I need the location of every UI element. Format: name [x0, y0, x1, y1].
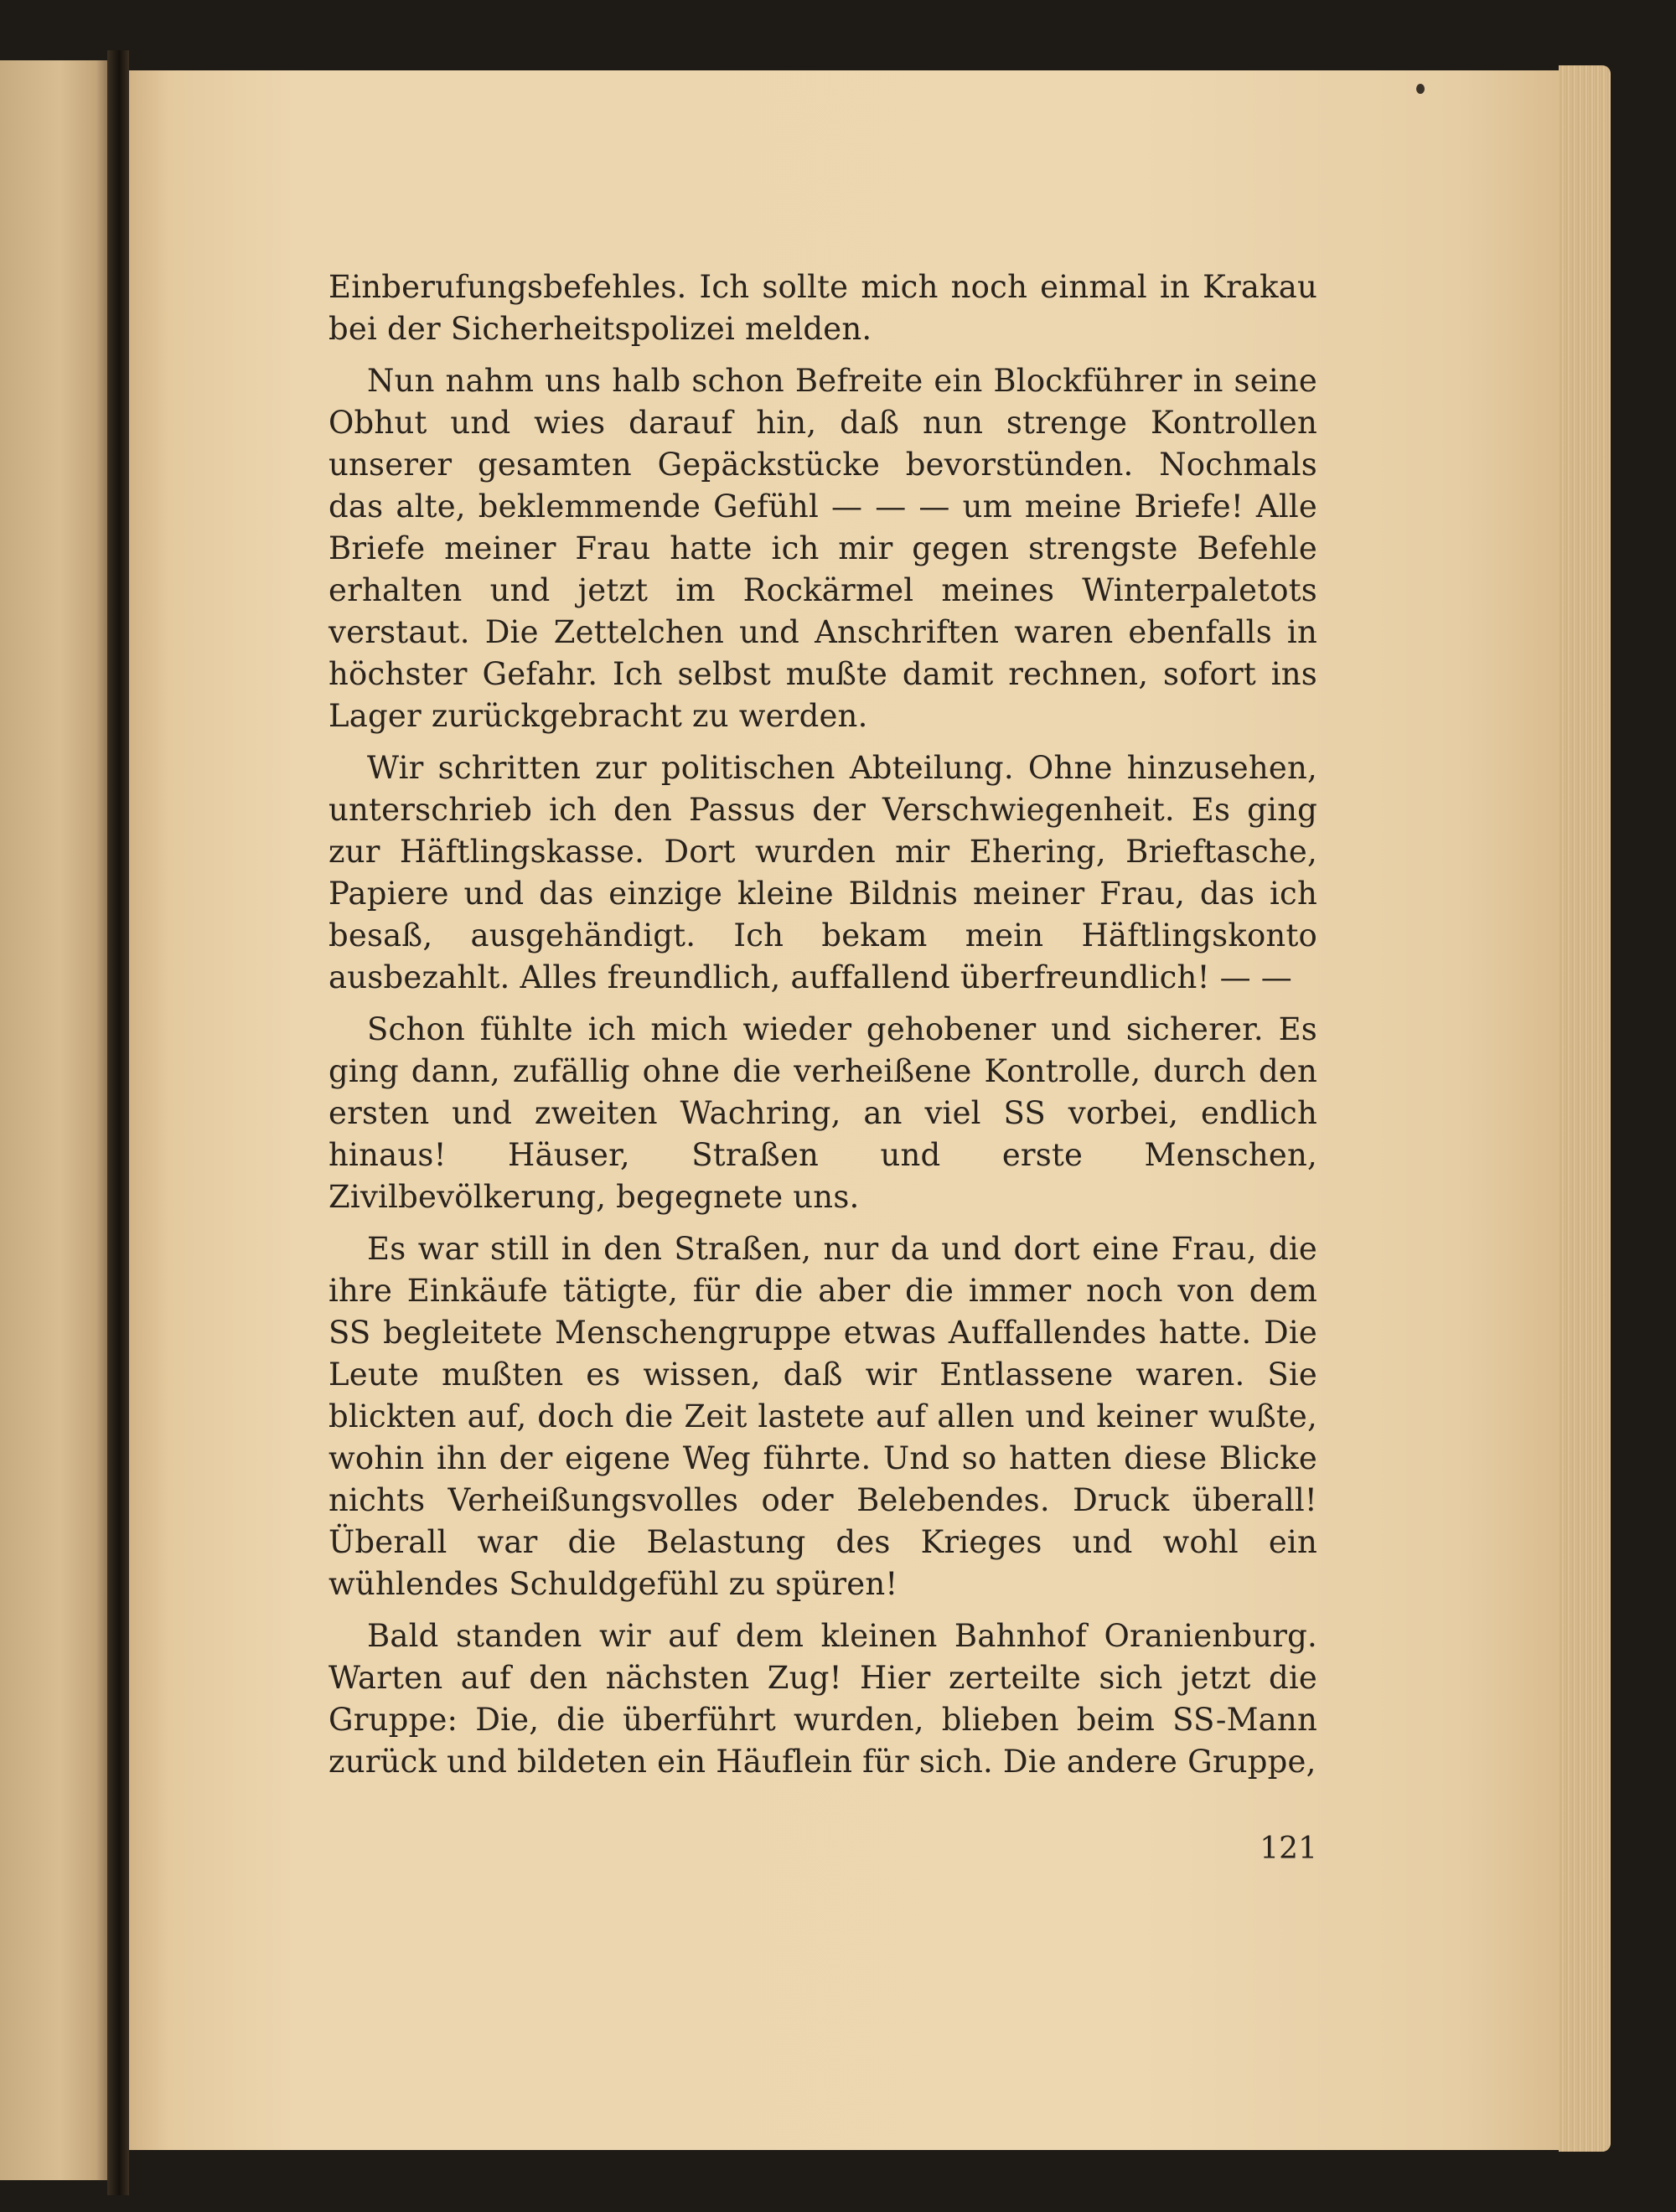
ink-spot — [1416, 84, 1425, 94]
book-gutter — [107, 50, 129, 2195]
left-page-edge — [0, 60, 109, 2180]
paragraph: Wir schritten zur politischen Abteilung. Ohne hinzusehen, unterschrieb ich den Passus der Verschwiegenheit. Es ging zur Häftlingskasse. Dort wurden mir Ehering, Brieftasche, Papiere und das einzige kleine Bildnis meiner Frau, das ich besaß, ausgehändigt. Ich bekam mein Häftlingskonto ausbezahlt. Alles freundlich, auffallend überfreundlich! — — — [328, 750, 1317, 995]
paragraph: Es war still in den Straßen, nur da und dort eine Frau, die ihre Einkäufe tätigte, für die aber die immer noch von dem SS begleitete Menschengruppe etwas Auffallendes hatte. Die Leute mußten es wissen, daß wir Entlassene waren. Sie blickten auf, doch die Zeit lastete auf allen und keiner wußte, wohin ihn der eigene Weg führte. Und so hatten diese Blicke nichts Verheißungsvolles oder Belebendes. Druck überall! Überall war die Belastung des Krieges und wohl ein wühlendes Schuldgefühl zu spüren! — [328, 1231, 1317, 1602]
paragraph: Einberufungsbefehles. Ich sollte mich noch einmal in Krakau bei der Sicherheitspolizei melden. — [328, 269, 1317, 347]
paragraph: Bald standen wir auf dem kleinen Bahnhof Oranienburg. Warten auf den nächsten Zug! Hier zerteilte sich jetzt die Gruppe: Die, die überführt wurden, blieben beim SS-Mann zurück und bildeten ein Häuflein für sich. Die andere Gruppe, — [328, 1618, 1317, 1780]
paragraph: Schon fühlte ich mich wieder gehobener und sicherer. Es ging dann, zufällig ohne die verheißene Kontrolle, durch den ersten und zweiten Wachring, an viel SS vorbei, endlich hinaus! Häuser, Straßen und erste Menschen, Zivilbevölkerung, begegnete uns. — [328, 1011, 1317, 1215]
page-edges — [1559, 65, 1611, 2152]
page-text — [328, 266, 1317, 1793]
paragraph: Nun nahm uns halb schon Befreite ein Blockführer in seine Obhut und wies darauf hin, daß nun strenge Kontrollen unserer gesamten Gepäckstücke bevorstünden. Nochmals das alte, beklemmende Gefühl — — — um meine Briefe! Alle Briefe meiner Frau hatte ich mir gegen strengste Befehle erhalten und jetzt im Rockärmel meines Winterpaletots verstaut. Die Zettelchen und Anschriften waren ebenfalls in höchster Gefahr. Ich selbst mußte damit rechnen, sofort ins Lager zurückgebracht zu werden. — [328, 363, 1317, 734]
page-number: 121 — [1260, 1832, 1317, 1866]
